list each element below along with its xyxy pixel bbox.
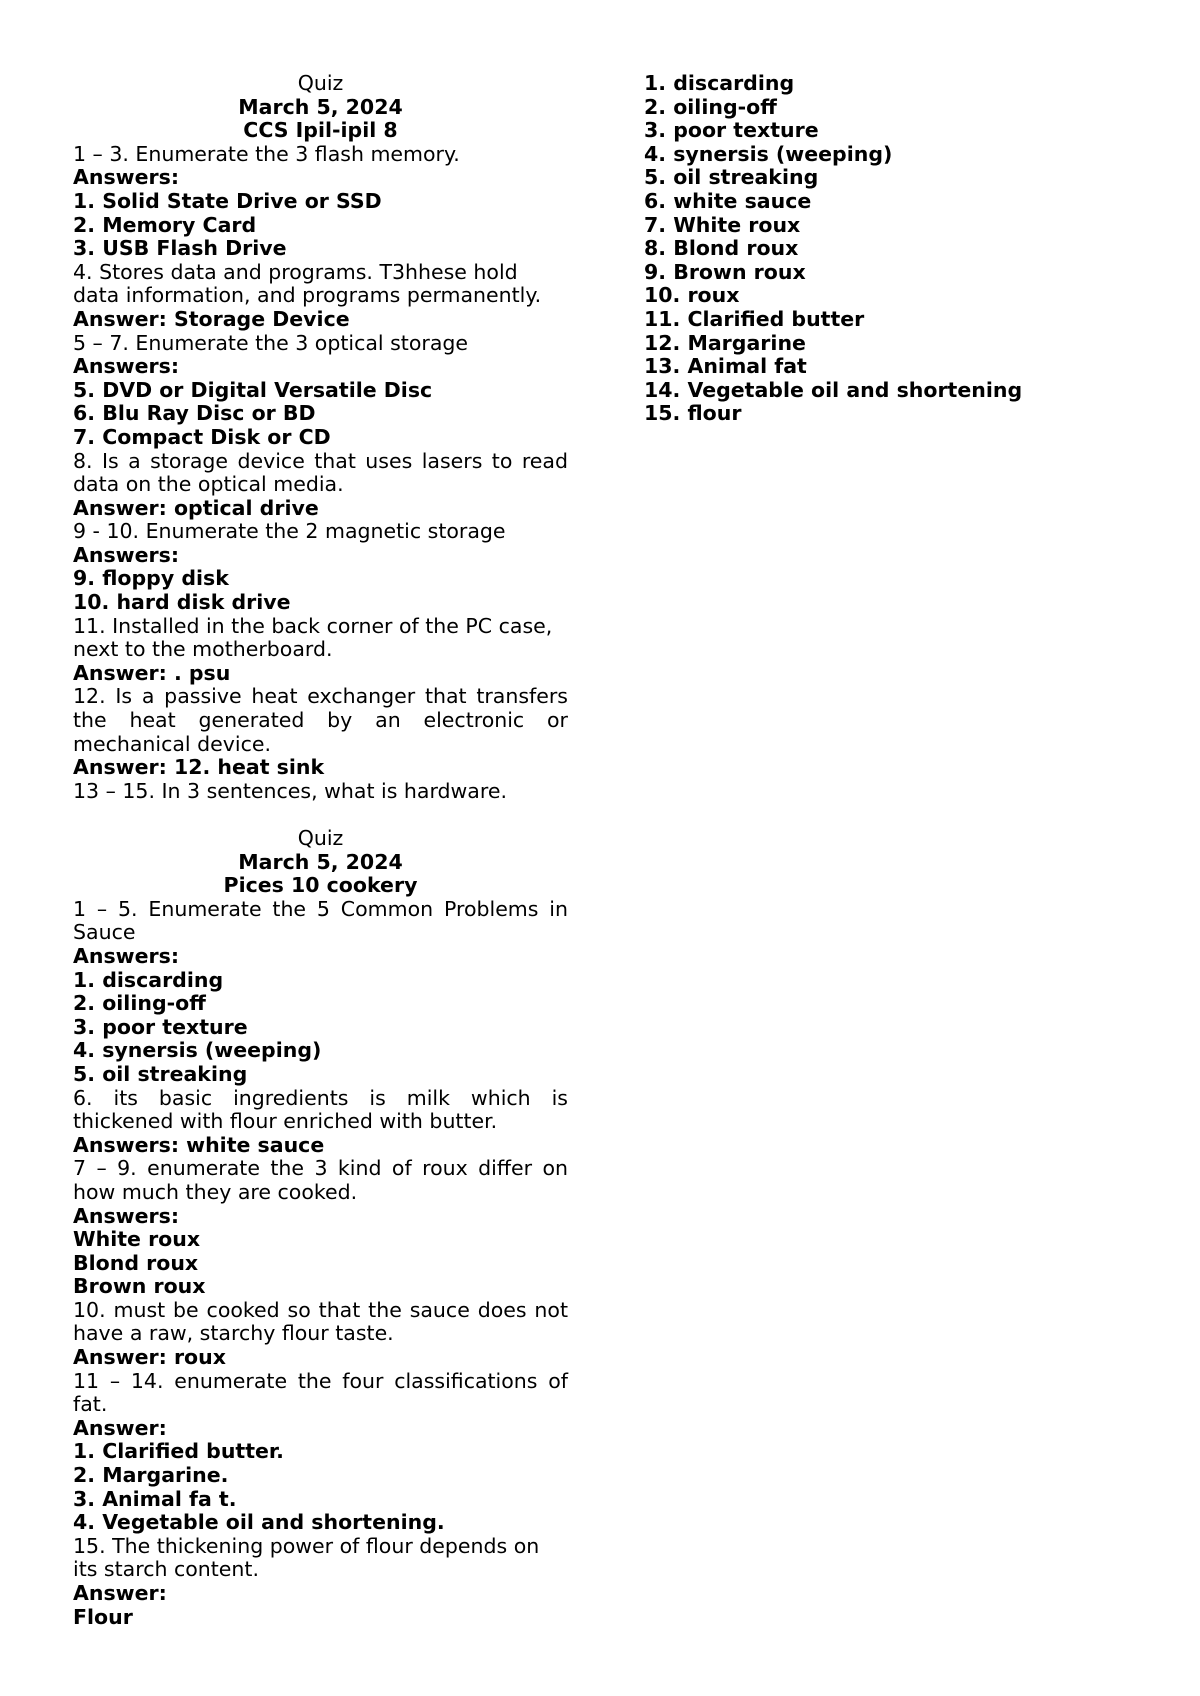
quiz2-question-6: 6. its basic ingredients is milk which is thickened with flour enriched with butter.	[73, 1085, 568, 1134]
quiz2-answer-10: Answer: roux	[73, 1345, 226, 1370]
answer-key-item: 15. flour	[644, 401, 742, 426]
quiz2-answer-5: 5. oil streaking	[73, 1061, 248, 1086]
quiz2-answers-label-2: Answers:	[73, 1203, 180, 1228]
quiz1-answers-label-2: Answers:	[73, 354, 180, 379]
quiz2-answer-11: 1. Clarified butter.	[73, 1439, 284, 1464]
quiz2-title: Quiz	[297, 826, 344, 850]
quiz2-answer-3: 3. poor texture	[73, 1014, 248, 1039]
quiz1-title: Quiz	[297, 71, 344, 95]
answer-key-item: 12. Margarine	[644, 330, 806, 355]
answer-key-item: 8. Blond roux	[644, 236, 799, 261]
quiz1-question-12: 12. Is a passive heat exchanger that transfers the heat generated by an electronic or mechanical device.	[73, 684, 568, 756]
quiz2-answer-6: Answers: white sauce	[73, 1132, 325, 1157]
quiz1-answer-11: Answer: . psu	[73, 660, 231, 685]
answer-key-item: 6. white sauce	[644, 188, 812, 213]
quiz2-date: March 5, 2024	[238, 849, 403, 874]
quiz2-question-11-14: 11 – 14. enumerate the four classifications of fat.	[73, 1368, 568, 1417]
quiz2-answer-15: Flour	[73, 1604, 133, 1629]
quiz1-answer-8: Answer: optical drive	[73, 495, 319, 520]
answer-key-item: 11. Clarified butter	[644, 306, 865, 331]
quiz2-question-10: 10. must be cooked so that the sauce does not have a raw, starchy flour taste.	[73, 1297, 568, 1346]
quiz1-answer-12: Answer: 12. heat sink	[73, 755, 325, 780]
quiz2-answer-9: Brown roux	[73, 1274, 206, 1299]
quiz2-answer-2: 2. oiling-off	[73, 991, 206, 1016]
quiz1-question-11: 11. Installed in the back corner of the PC case, next to the motherboard.	[73, 613, 553, 662]
answer-key-item: 3. poor texture	[644, 118, 819, 143]
quiz1-question-1-3: 1 – 3. Enumerate the 3 flash memory.	[73, 141, 460, 166]
quiz2-answer-14: 4. Vegetable oil and shortening.	[73, 1510, 445, 1535]
quiz1-answer-7: 7. Compact Disk or CD	[73, 424, 331, 449]
quiz2-question-1-5: 1 – 5. Enumerate the 5 Common Problems in Sauce	[73, 896, 568, 945]
quiz2-question-7-9: 7 – 9. enumerate the 3 kind of roux differ on how much they are cooked.	[73, 1156, 568, 1204]
quiz2-answer-13: 3. Animal fa t.	[73, 1486, 237, 1511]
answer-key-item: 4. synersis (weeping)	[644, 141, 893, 166]
answer-key-item: 14. Vegetable oil and shortening	[644, 377, 1023, 402]
quiz1-answer-2: 2. Memory Card	[73, 212, 257, 237]
quiz1-question-9-10: 9 - 10. Enumerate the 2 magnetic storage	[73, 519, 506, 544]
quiz2-answers-label: Answers:	[73, 943, 180, 968]
answer-key-item: 10. roux	[644, 283, 740, 308]
quiz1-answer-3: 3. USB Flash Drive	[73, 236, 287, 261]
quiz1-question-13-15: 13 – 15. In 3 sentences, what is hardware.	[73, 778, 507, 803]
quiz2-answer-7: White roux	[73, 1227, 201, 1252]
answer-key-column	[644, 72, 1084, 426]
quiz1-answers-label: Answers:	[73, 165, 180, 190]
quiz1-question-8: 8. Is a storage device that uses lasers to read data on the optical media.	[73, 448, 568, 497]
answer-key-item: 5. oil streaking	[644, 165, 819, 190]
left-column	[73, 72, 568, 1629]
answer-key-item: 2. oiling-off	[644, 94, 777, 119]
section-spacer	[73, 803, 568, 827]
answer-key-item: 13. Animal fat	[644, 354, 807, 379]
quiz1-question-4: 4. Stores data and programs. T3hhese hold data information, and programs permanently.	[73, 259, 542, 308]
quiz2-answer-8: Blond roux	[73, 1250, 199, 1275]
quiz2-answer-4: 4. synersis (weeping)	[73, 1038, 322, 1063]
quiz2-answer-label: Answer:	[73, 1415, 167, 1440]
quiz2-question-15: 15. The thickening power of flour depends on its starch content.	[73, 1533, 540, 1582]
quiz1-answer-10: 10. hard disk drive	[73, 590, 291, 615]
quiz1-answer-5: 5. DVD or Digital Versatile Disc	[73, 377, 433, 402]
quiz2-answer-12: 2. Margarine.	[73, 1463, 229, 1488]
quiz1-answer-4: Answer: Storage Device	[73, 306, 350, 331]
answer-key-item: 1. discarding	[644, 71, 795, 95]
quiz1-question-5-7: 5 – 7. Enumerate the 3 optical storage	[73, 330, 469, 355]
quiz2-answer-1: 1. discarding	[73, 967, 224, 992]
quiz1-answers-label-3: Answers:	[73, 542, 180, 567]
answer-key-item: 9. Brown roux	[644, 259, 806, 284]
quiz1-answer-6: 6. Blu Ray Disc or BD	[73, 401, 316, 426]
quiz2-answer-label-2: Answer:	[73, 1581, 167, 1605]
quiz1-date: March 5, 2024	[238, 94, 403, 119]
quiz1-answer-1: 1. Solid State Drive or SSD	[73, 188, 382, 213]
quiz1-section: CCS Ipil-ipil 8	[243, 118, 398, 143]
quiz1-answer-9: 9. floppy disk	[73, 566, 229, 591]
answer-key-item: 7. White roux	[644, 212, 801, 237]
quiz2-section: Pices 10 cookery	[223, 873, 418, 898]
